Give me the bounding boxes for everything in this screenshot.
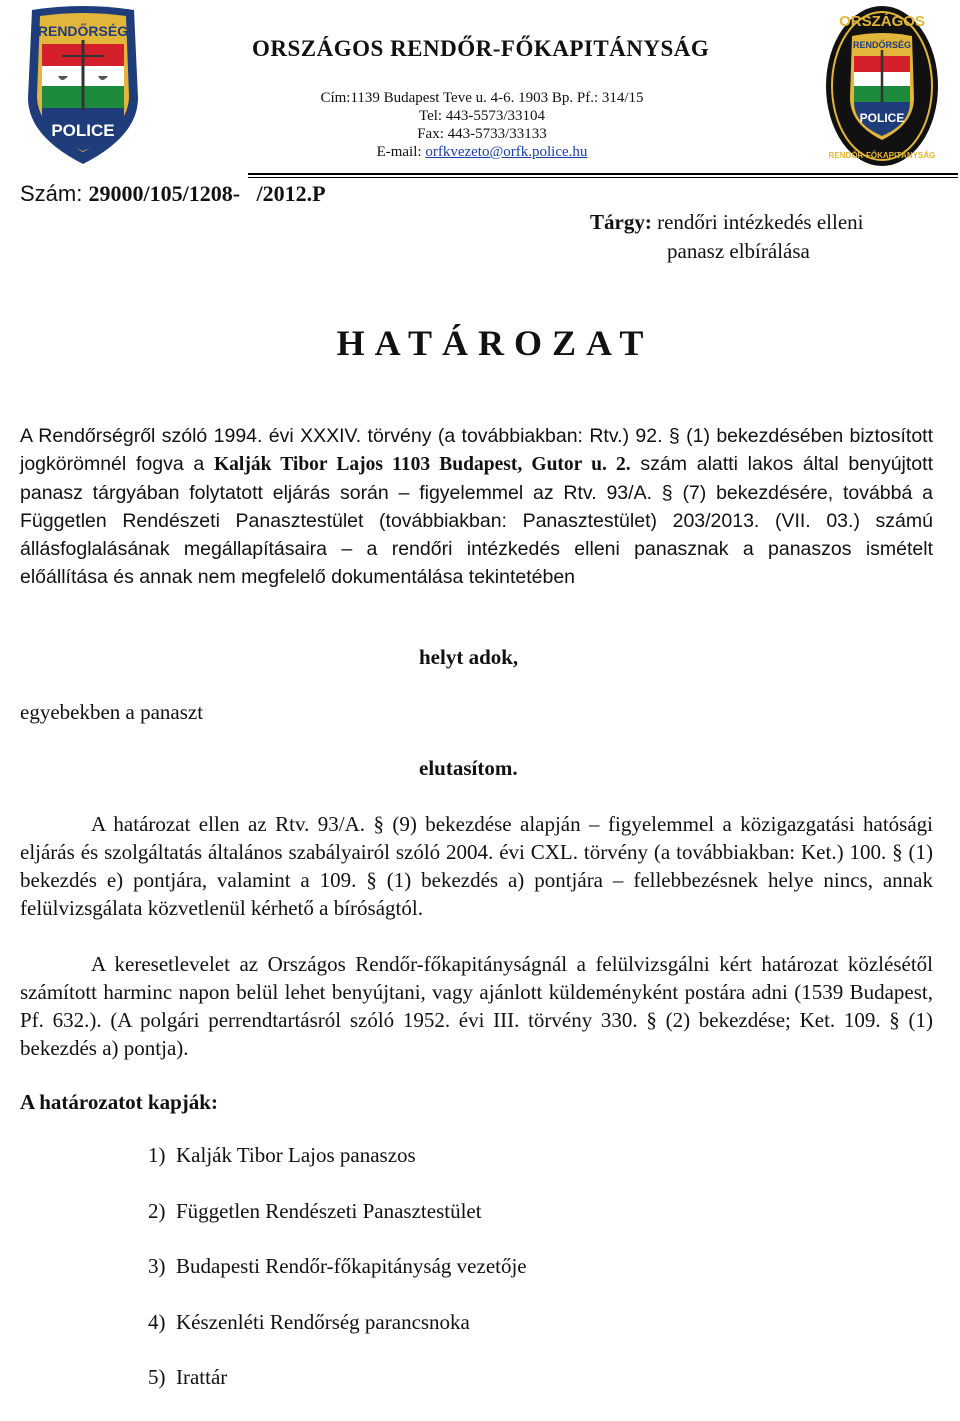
subject-line-2: panasz elbírálása xyxy=(667,239,810,263)
contact-block xyxy=(300,89,664,161)
email-line xyxy=(300,143,664,161)
reference-value: 29000/105/1208- /2012.P xyxy=(88,181,326,206)
recipients-list xyxy=(148,1143,527,1421)
right-logo-top-text: ORSZÁGOS xyxy=(839,13,925,30)
police-badge-logo-right xyxy=(824,2,940,168)
police-badge-logo-left xyxy=(22,6,144,166)
left-logo-bottom-text: POLICE xyxy=(51,121,115,140)
recipient-item: 4) Készenléti Rendőrség parancsnoka xyxy=(148,1309,470,1334)
right-logo-inner-text: RENDŐRSÉG xyxy=(852,40,912,50)
paragraph-lawsuit: A keresetlevelet az Országos Rendőr-főkapitányságnál a felülvizsgálni kért határozat közlésétől számított harminc napon belül lehet benyújtani, vagy ajánlott küldeményként postára adni (1539 Budapest, Pf. 632.). (A polgári perrendtartásról szóló 1952. évi III. törvény 330. § (2) bekezdése; Ket. 109. § (1) bekezdés a) pontja). xyxy=(20,952,933,1060)
paragraph-appeal: A határozat ellen az Rtv. 93/A. § (9) bekezdése alapján – figyelemmel a közigazgatási hatósági eljárás és szolgáltatás általános szabályairól szóló 2004. évi CXL. törvény (a továbbiakban: Ket.) 100. § (1) bekezdés e) pontjára, valamint a 109. § (1) bekezdés a) pontjára – fellebbezésnek helye nincs, annak felülvizsgálata közvetlenül kérhető a bíróságtól. xyxy=(20,812,933,920)
recipients-heading: A határozatot kapják: xyxy=(20,1090,218,1114)
address-line: Cím:1139 Budapest Teve u. 4-6. 1903 Bp. Pf.: 314/15 xyxy=(320,90,644,106)
recipient-item: 2) Független Rendészeti Panasztestület xyxy=(148,1198,482,1223)
email-link[interactable]: orfkvezeto@orfk.police.hu xyxy=(425,144,588,160)
right-logo-police-text: POLICE xyxy=(859,111,905,125)
recipient-item: 1) Kalják Tibor Lajos panaszos xyxy=(148,1143,416,1167)
reference-number xyxy=(20,181,326,207)
left-logo-top-text: RENDŐRSÉG xyxy=(37,23,129,39)
subject-line-1: rendőri intézkedés elleni xyxy=(651,210,864,234)
otherwise-text: egyebekben a panaszt xyxy=(20,700,204,724)
right-logo-ring-text: RENDŐR-FŐKAPITÁNYSÁG xyxy=(828,151,936,160)
recipient-item: 5) Irattár xyxy=(148,1365,228,1389)
email-label: E-mail: xyxy=(376,144,426,160)
fax-line: Fax: 443-5733/33133 xyxy=(417,126,547,142)
decision-reject: elutasítom. xyxy=(419,756,518,780)
recipient-item: 3) Budapesti Rendőr-főkapitányság vezetője xyxy=(148,1254,527,1278)
tel-line: Tel: 443-5573/33104 xyxy=(418,108,546,124)
subject-block xyxy=(590,208,864,266)
subject-label: Tárgy: xyxy=(590,210,652,234)
complainant-name-address: Kalják Tibor Lajos 1103 Budapest, Gutor u. 2. xyxy=(213,454,631,475)
organization-name: ORSZÁGOS RENDŐR-FŐKAPITÁNYSÁG xyxy=(252,36,710,61)
header-divider xyxy=(248,173,958,178)
paragraph-main xyxy=(20,422,933,591)
reference-label: Szám: xyxy=(20,181,89,206)
paragraph-main-rest: szám alatti lakos által benyújtott panasz tárgyában folytatott eljárás során – figyelemmel az Rtv. 93/A. § (7) bekezdésére, továbbá a Független Rendészeti Panasztestület (továbbiakban: Panasztestület) 203/2013. (VII. 03.) számú állásfoglalásának megállapításaira – a rendőri intézkedés elleni panasznak a panaszos ismételt előállítása és annak nem megfelelő dokumentálása tekintetében xyxy=(20,453,933,588)
document-title: HATÁROZAT xyxy=(336,323,654,363)
paragraph-main-intro: A Rendőrségről szóló 1994. évi XXXIV. törvény (a továbbiakban: Rtv.) 92. § (1) bekezdésében biztosított jogkörömnél fogva a xyxy=(20,425,933,475)
decision-grant: helyt adok, xyxy=(419,645,519,669)
